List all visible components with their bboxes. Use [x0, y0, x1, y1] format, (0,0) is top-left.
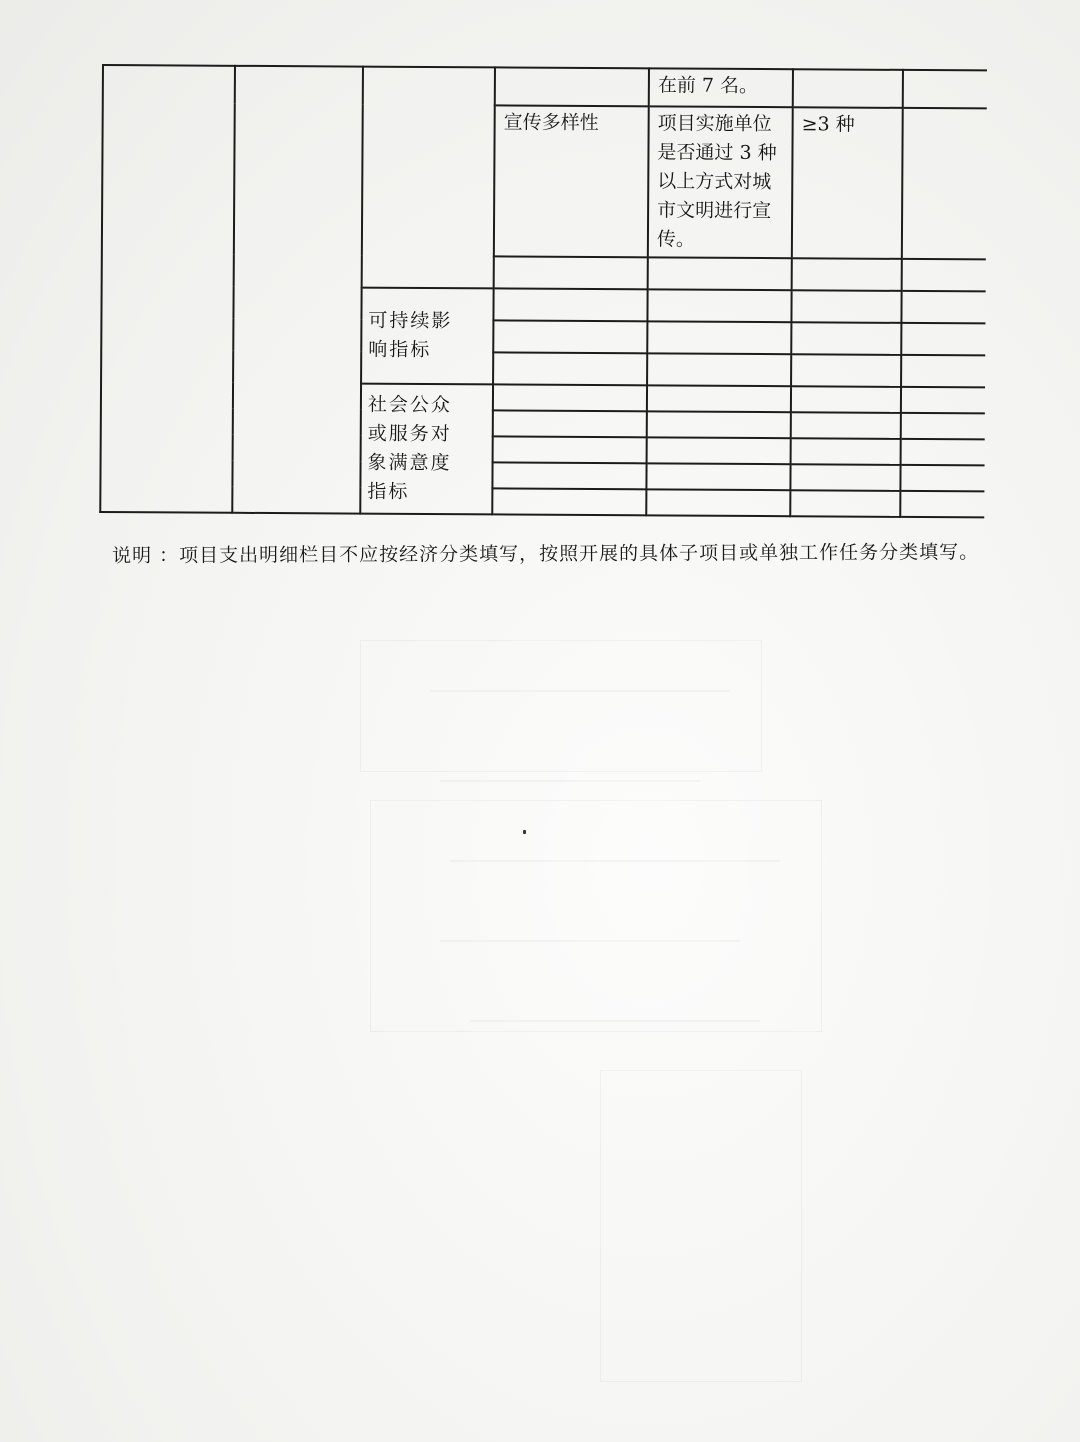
bleed-through-line — [440, 940, 740, 942]
empty-cell — [492, 488, 646, 515]
empty-cell — [647, 321, 791, 354]
table-row — [103, 65, 987, 108]
empty-cell — [492, 462, 646, 489]
empty-cell — [900, 491, 984, 518]
empty-cell — [900, 465, 984, 492]
empty-cell — [647, 437, 791, 464]
empty-cell — [901, 355, 985, 388]
empty-cell — [791, 386, 901, 413]
empty-cell — [901, 291, 985, 324]
performance-indicator-table — [99, 64, 987, 518]
outer-column-1 — [100, 65, 235, 513]
section-label-text: 可持续影 响指标 — [368, 309, 453, 362]
detail-text: 在前 7 名。 — [657, 74, 759, 98]
empty-cell — [646, 463, 790, 490]
satisfaction-indicator-label — [360, 384, 493, 515]
empty-cell — [493, 384, 647, 411]
value-cell — [903, 70, 987, 109]
empty-cell — [647, 385, 791, 412]
indicator-text: 宣传多样性 — [503, 111, 599, 135]
empty-cell — [494, 256, 648, 289]
empty-cell — [790, 464, 900, 491]
section-label-text: 社会公众 或服务对 象满意度 指标 — [367, 393, 453, 503]
empty-cell — [647, 289, 791, 322]
indicator-text — [496, 68, 648, 73]
ink-speck — [523, 830, 526, 834]
empty-cell — [647, 353, 791, 386]
detail-cell — [648, 106, 793, 258]
target-cell — [792, 107, 903, 259]
detail-text: 项目实施单位 是否通过 3 种 以上方式对城 市文明进行宣 传。 — [656, 112, 777, 251]
empty-cell — [647, 411, 791, 438]
empty-cell — [791, 438, 901, 465]
empty-cell — [790, 490, 900, 517]
bleed-through-line — [450, 860, 780, 862]
bleed-through-mark — [600, 1070, 802, 1382]
empty-cell — [791, 354, 901, 387]
empty-cell — [901, 387, 985, 414]
target-text: ≥3 种 — [801, 113, 855, 136]
empty-cell — [901, 323, 985, 356]
category-cell-empty — [362, 67, 495, 289]
bleed-through-line — [440, 780, 700, 782]
detail-cell — [649, 68, 793, 107]
empty-cell — [901, 413, 985, 440]
indicator-cell — [494, 105, 649, 257]
bleed-through-line — [470, 1020, 760, 1022]
empty-cell — [493, 320, 647, 353]
bleed-through-mark — [360, 640, 762, 772]
empty-cell — [791, 290, 901, 323]
target-cell — [793, 69, 903, 108]
empty-cell — [792, 258, 902, 291]
empty-cell — [902, 259, 986, 292]
empty-cell — [493, 410, 647, 437]
bleed-through-line — [430, 690, 730, 692]
indicator-cell — [495, 67, 649, 106]
value-cell — [902, 108, 987, 260]
bleed-through-mark — [370, 800, 822, 1032]
outer-column-2 — [232, 66, 363, 514]
empty-cell — [901, 439, 985, 466]
footnote-text: 说明 ：项目支出明细栏目不应按经济分类填写，按照开展的具体子项目或单独工作任务分类填写。 — [112, 541, 980, 567]
target-text — [794, 70, 902, 75]
empty-cell — [493, 288, 647, 321]
empty-cell — [648, 257, 792, 290]
sustainability-indicator-label — [361, 288, 494, 385]
empty-cell — [493, 352, 647, 385]
empty-cell — [791, 322, 901, 355]
empty-cell — [791, 412, 901, 439]
empty-cell — [646, 489, 790, 516]
empty-cell — [493, 436, 647, 463]
